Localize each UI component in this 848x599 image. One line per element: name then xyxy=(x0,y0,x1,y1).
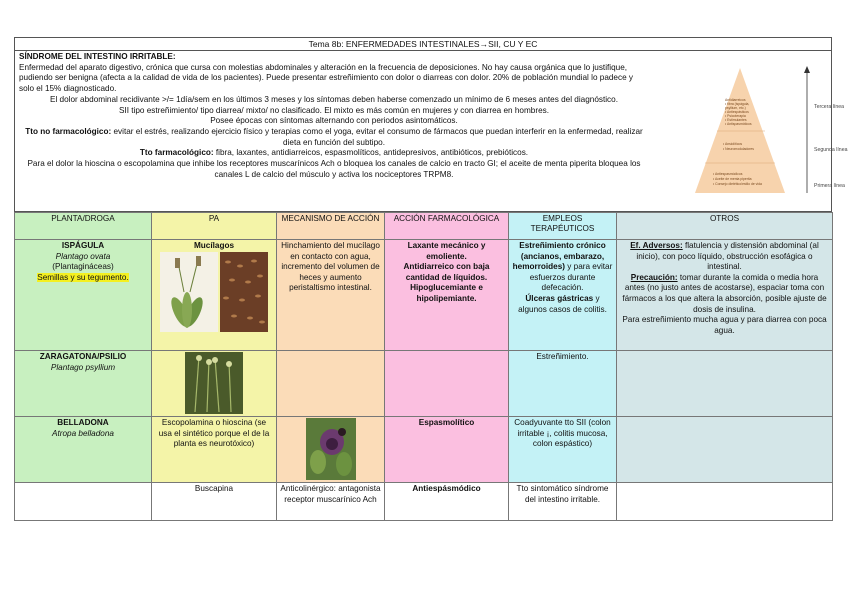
cell-otros xyxy=(617,483,833,521)
pyramid-top-3: • Antiespásticos xyxy=(725,110,749,114)
plant-latin: Atropa belladona xyxy=(52,428,114,438)
cell-planta xyxy=(15,417,152,483)
section-title: SÍNDROME DEL INTESTINO IRRITABLE: xyxy=(19,52,176,61)
pyramid-label-third: Tercera línea xyxy=(814,104,844,110)
cell-empleos: Coadyuvante tto SII (colon irritable ¡, colitis mucosa, colon espástico) xyxy=(509,417,617,483)
intro-p6 xyxy=(19,148,649,159)
otros-agua: Para estreñimiento mucha agua y para diarrea con poca agua. xyxy=(622,315,827,335)
pyramid-mid-1: • Neuromoduladores xyxy=(723,147,754,151)
plants-table xyxy=(14,212,833,521)
empleo-3: Úlceras gástricas xyxy=(525,293,594,303)
pyramid-bot-2: • Consejo dietético/estilo de vida xyxy=(713,182,762,186)
cell-mecanismo xyxy=(277,417,385,483)
cell-otros xyxy=(617,417,833,483)
cell-mecanismo xyxy=(277,351,385,417)
pyramid-top-5: • Estimulantes xyxy=(725,118,747,122)
cell-accion: Espasmolítico xyxy=(385,417,509,483)
psyllium-image xyxy=(185,352,243,414)
cell-otros xyxy=(617,351,833,417)
col-header-accion: ACCIÓN FARMACOLÓGICA xyxy=(385,213,509,240)
table-row xyxy=(15,351,833,417)
intro-p3: SII tipo estreñimiento/ tipo diarrea/ mixto/ no clasificado. El mixto es más común en mujeres y con diarrea en hombres. xyxy=(118,105,550,115)
accion-3: Hipoglucemiante e hipolipemiante. xyxy=(410,283,483,303)
cell-accion xyxy=(385,240,509,351)
cell-otros xyxy=(617,240,833,351)
col-header-pa: PA xyxy=(152,213,277,240)
otros-precaucion xyxy=(620,273,829,315)
label-precaucion: Precaución: xyxy=(630,272,678,282)
otros-adversos xyxy=(620,241,829,273)
pyramid-label-second: Segunda línea xyxy=(814,147,848,153)
table-header-row xyxy=(15,213,833,240)
empleo-1: Estreñimiento crónico (ancianos, embarazo, hemorroides) xyxy=(512,241,606,272)
intro-text xyxy=(19,52,649,180)
plant-family: (Plantagináceas) xyxy=(52,262,114,272)
cell-pa xyxy=(152,240,277,351)
document-sheet xyxy=(14,37,848,521)
pyramid-top-6: • Antispasmóticos xyxy=(725,122,752,126)
intro-p5 xyxy=(19,127,649,148)
label-farm: Tto farmacológico: xyxy=(139,148,214,158)
cell-planta xyxy=(15,240,152,351)
cell-planta xyxy=(15,483,152,521)
table-row xyxy=(15,240,833,351)
plant-name: ISPÁGULA xyxy=(61,241,105,250)
accion-1: Laxante mecánico y emoliente. xyxy=(407,241,486,261)
accion-2: Antidiarreico con baja cantidad de líquidos. xyxy=(403,262,490,282)
table-row xyxy=(15,483,833,521)
pyramid-top-0: Antidiarreicos xyxy=(725,98,746,102)
plant-latin: Plantago psyllium xyxy=(50,362,116,372)
plantago-plant-image xyxy=(160,252,218,332)
cell-empleos xyxy=(509,240,617,351)
text-precaucion: tomar durante la comida o media hora antes (no justo antes de acostarse), espaciar toma con fármacos a los que altera la absorción, posible ajuste de dosis de insulina. xyxy=(622,272,827,314)
pyramid-bot-0: • Antiespasmódicos xyxy=(713,172,743,176)
cell-empleos: Estreñimiento. xyxy=(509,351,617,417)
intro-section xyxy=(14,51,848,212)
col-header-empleos: EMPLEOS TERAPÉUTICOS xyxy=(509,213,617,240)
cell-planta xyxy=(15,351,152,417)
pa-text: Mucílagos xyxy=(193,241,235,250)
col-header-otros: OTROS xyxy=(617,213,833,240)
intro-p1: Enfermedad del aparato digestivo, crónica que cursa con molestias abdominales y alteración en la frecuencia de deposiciones. No hay causa orgánica que lo justifique, pudiendo ser benigna (afecta a la calidad de vida de los pacientes). Puede presentar estreñimiento con dolor o diarreas con dolor. 20% de población mundial lo padece y solo el 15% diagnosticado. xyxy=(19,62,634,94)
intro-p7: Para el dolor la hioscina o escopolamina que inhibe los receptores muscarínicos Ach o bloquea los canales de calcio en tracto GI; el aceite de menta piperita bloquea los canales L de calcio del músculo y activa los nociceptores TRPM8. xyxy=(27,159,641,179)
empleo-2: y para evitar esfuerzos durante defecación. xyxy=(529,262,613,293)
cell-accion xyxy=(385,351,509,417)
cell-empleos: Tto sintomático síndrome del intestino irritable. xyxy=(509,483,617,521)
plant-latin: Plantago ovata xyxy=(55,251,111,261)
plant-part-text: Semillas y su tegumento. xyxy=(37,272,129,282)
page-title: Tema 8b: ENFERMEDADES INTESTINALES→SII, CU Y EC xyxy=(14,37,832,51)
cell-accion: Antiespásmódico xyxy=(385,483,509,521)
empleo-4: y algunos casos de colitis. xyxy=(518,293,607,314)
belladona-flower-image xyxy=(306,418,356,480)
col-header-planta: PLANTA/DROGA xyxy=(15,213,152,240)
treatment-pyramid-diagram xyxy=(665,63,848,203)
intro-p4: Posee épocas con síntomas alternando con periodos asintomáticos. xyxy=(210,116,458,126)
table-row xyxy=(15,417,833,483)
label-no-farm: Tto no farmacológico: xyxy=(25,126,112,136)
pyramid-top-4: • Psicoterapia xyxy=(725,114,746,118)
cell-pa xyxy=(152,351,277,417)
text-farm: fibra, laxantes, antidiarreicos, espasmolíticos, antidepresivos, antibióticos, prebióticos. xyxy=(213,148,529,158)
col-header-mecanismo: MECANISMO DE ACCIÓN xyxy=(277,213,385,240)
plant-part xyxy=(18,273,148,284)
seeds-image xyxy=(220,252,268,332)
pyramid-label-first: Primera línea xyxy=(814,183,845,189)
cell-pa: Escopolamina o hioscina (se usa el sintético porque el de la planta es neurotóxico) xyxy=(152,417,277,483)
pyramid-mid-0: • Ansiolíticos xyxy=(723,142,743,146)
cell-mecanismo: Hinchamiento del mucílago en contacto con agua, incremento del volumen de heces y aumento peristaltismo intestinal. xyxy=(277,240,385,351)
text-no-farm: evitar el estrés, realizando ejercicio físico y terapias como el yoga, evitar el consumo de fármacos que puedan interferir en la enfermedad, realizar dieta en función del subtipo. xyxy=(111,126,643,147)
pyramid-top-2: psyllium, etc.) xyxy=(725,106,746,110)
intro-p2: El dolor abdominal recidivante >/= 1día/sem en los últimos 3 meses y los síntomas deben haberse comenzado un mínimo de 6 meses antes del diagnóstico. xyxy=(50,94,618,104)
pyramid-bot-1: • Aceite de menta piperita xyxy=(713,177,752,181)
cell-mecanismo: Anticolinérgico: antagonista receptor muscarínico Ach xyxy=(277,483,385,521)
pyramid-top-1: • fibra (ispágula, xyxy=(725,102,750,106)
cell-pa: Buscapina xyxy=(152,483,277,521)
text-adversos: flatulencia y distensión abdominal (al inicio), con poco líquido, obstrucción esofágica o intestinal. xyxy=(636,241,819,272)
label-adversos: Ef. Adversos: xyxy=(630,241,683,250)
plant-name: BELLADONA xyxy=(57,418,109,427)
plant-name: ZARAGATONA/PSILIO xyxy=(39,352,127,361)
